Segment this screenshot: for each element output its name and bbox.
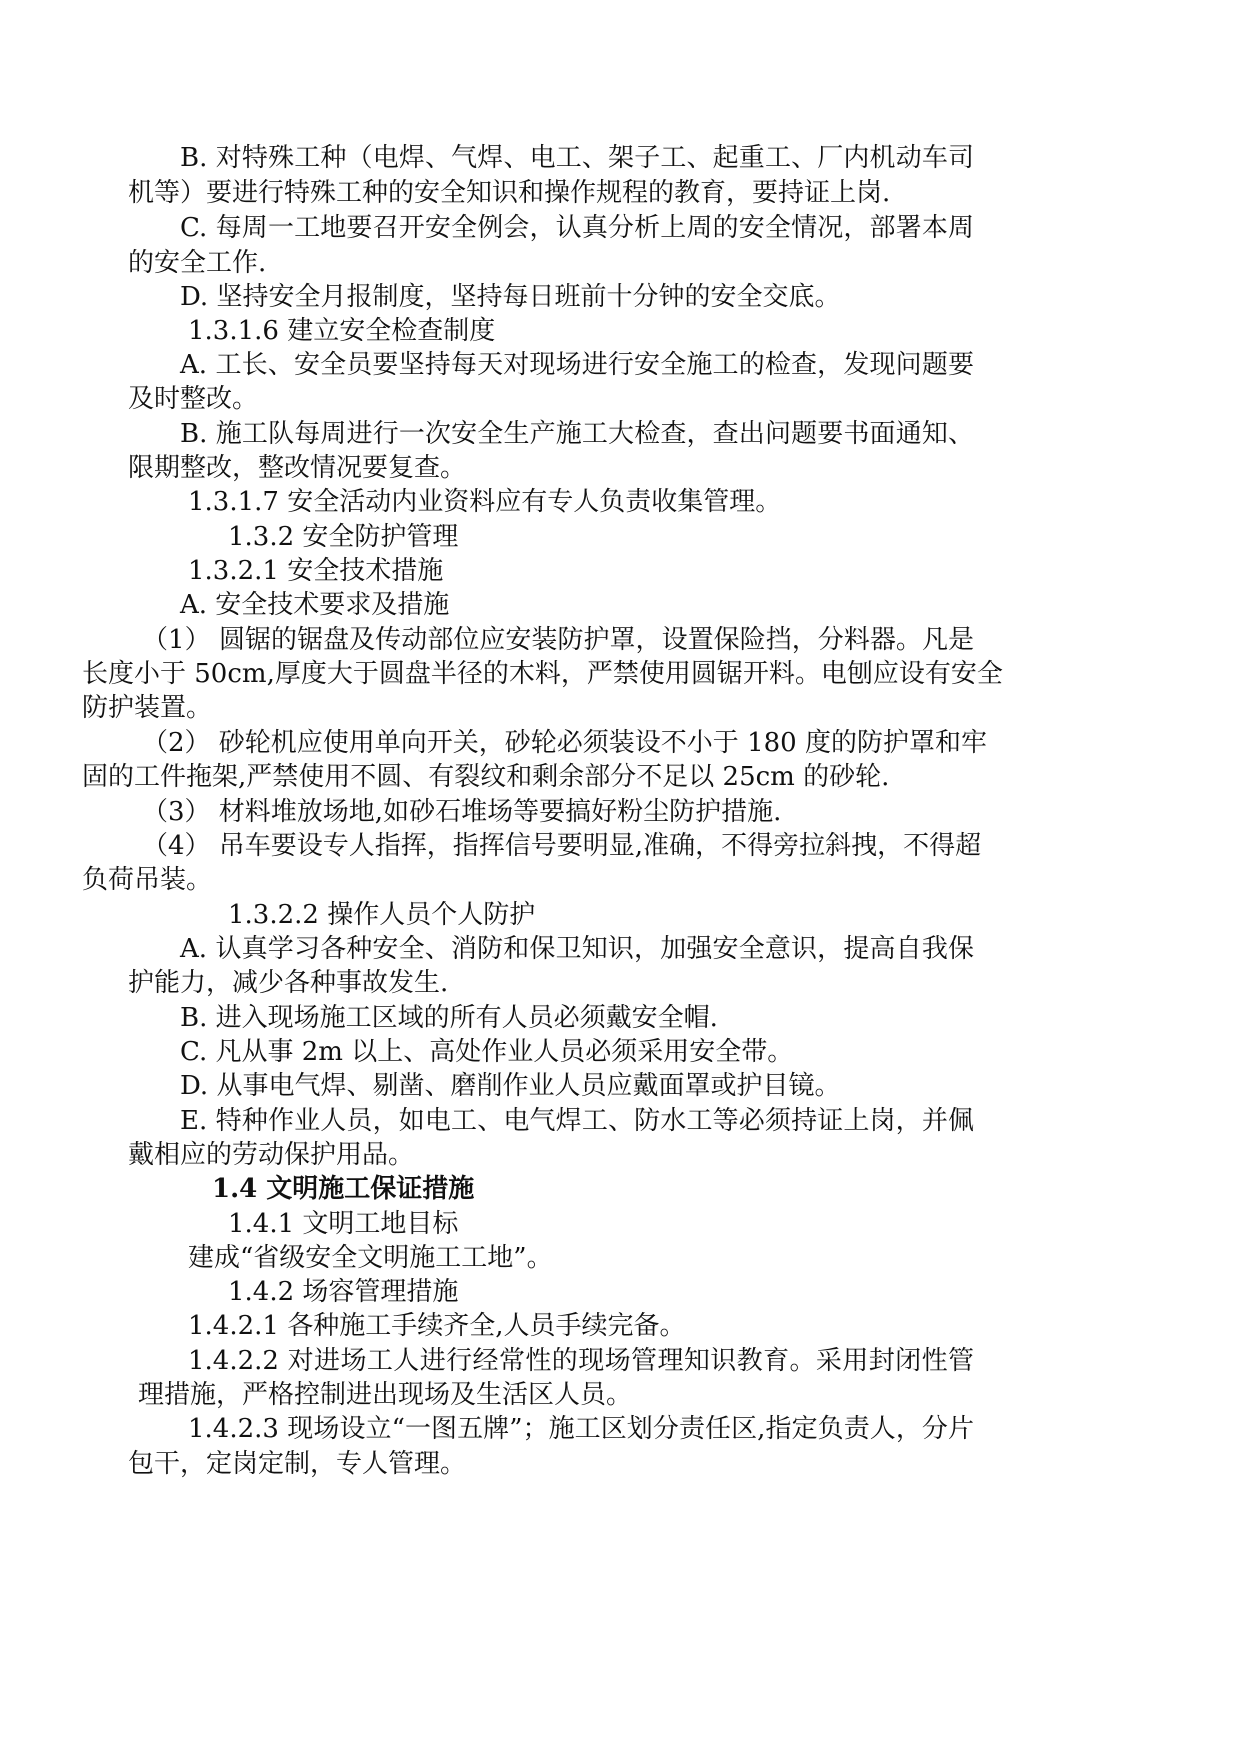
text-line: （2） 砂轮机应使用单向开关，砂轮必须装设不小于 180 度的防护罩和牢	[142, 728, 987, 758]
text-line: 机等）要进行特殊工种的安全知识和操作规程的教育，要持证上岗.	[128, 178, 891, 208]
text-line: 防护装置。	[82, 693, 213, 723]
section-heading: 1.4.1 文明工地目标	[228, 1209, 459, 1239]
section-heading: 1.3.2.2 操作人员个人防护	[228, 900, 536, 930]
text-line: 固的工件拖架,严禁使用不圆、有裂纹和剩余部分不足以 25cm 的砂轮.	[82, 762, 890, 792]
text-line: 1.4.2.2 对进场工人进行经常性的现场管理知识教育。采用封闭性管	[188, 1346, 974, 1376]
text-line: 限期整改，整改情况要复查。	[128, 453, 467, 483]
text-line: （3） 材料堆放场地,如砂石堆场等要搞好粉尘防护措施.	[142, 797, 782, 827]
text-line: 负荷吊装。	[82, 865, 213, 895]
section-heading: 1.3.2.1 安全技术措施	[188, 556, 444, 586]
section-heading: 1.3.2 安全防护管理	[228, 522, 459, 552]
text-line: B. 进入现场施工区域的所有人员必须戴安全帽.	[180, 1003, 718, 1033]
text-line: A. 安全技术要求及措施	[180, 590, 450, 620]
section-heading: 1.4.2 场容管理措施	[228, 1277, 459, 1307]
text-line: B. 对特殊工种（电焊、气焊、电工、架子工、起重工、厂内机动车司	[180, 143, 974, 173]
text-line: （1） 圆锯的锯盘及传动部位应安装防护罩，设置保险挡，分料器。凡是	[142, 625, 974, 655]
section-heading: 1.3.1.6 建立安全检查制度	[188, 316, 496, 346]
text-line: C. 凡从事 2m 以上、高处作业人员必须采用安全带。	[180, 1037, 794, 1067]
text-line: 包干，定岗定制，专人管理。	[128, 1449, 467, 1479]
text-line: 的安全工作.	[128, 248, 267, 278]
text-line: 1.4.2.3 现场设立“一图五牌”；施工区划分责任区,指定负责人，分片	[188, 1414, 974, 1444]
text-line: C. 每周一工地要召开安全例会，认真分析上周的安全情况，部署本周	[180, 213, 974, 243]
text-line: 理措施，严格控制进出现场及生活区人员。	[138, 1380, 633, 1410]
text-line: D. 坚持安全月报制度，坚持每日班前十分钟的安全交底。	[180, 282, 841, 312]
text-line: 长度小于 50cm,厚度大于圆盘半径的木料，严禁使用圆锯开料。电刨应设有安全	[82, 659, 1003, 689]
section-heading-bold: 1.4 文明施工保证措施	[212, 1174, 475, 1204]
text-line: B. 施工队每周进行一次安全生产施工大检查，查出问题要书面通知、	[180, 419, 974, 449]
text-line: 建成“省级安全文明施工工地”。	[188, 1243, 553, 1273]
text-line: A. 工长、安全员要坚持每天对现场进行安全施工的检查，发现问题要	[180, 350, 974, 380]
text-line: 护能力，减少各种事故发生.	[128, 968, 449, 998]
text-line: 戴相应的劳动保护用品。	[128, 1140, 415, 1170]
text-line: E. 特种作业人员，如电工、电气焊工、防水工等必须持证上岗，并佩	[180, 1106, 974, 1136]
text-line: 及时整改。	[128, 384, 259, 414]
section-heading: 1.3.1.7 安全活动内业资料应有专人负责收集管理。	[188, 487, 782, 517]
text-line: A. 认真学习各种安全、消防和保卫知识，加强安全意识，提高自我保	[180, 934, 974, 964]
text-line: 1.4.2.1 各种施工手续齐全,人员手续完备。	[188, 1311, 686, 1341]
text-line: D. 从事电气焊、剔凿、磨削作业人员应戴面罩或护目镜。	[180, 1071, 841, 1101]
text-line: （4） 吊车要设专人指挥，指挥信号要明显,准确，不得旁拉斜拽，不得超	[142, 831, 982, 861]
